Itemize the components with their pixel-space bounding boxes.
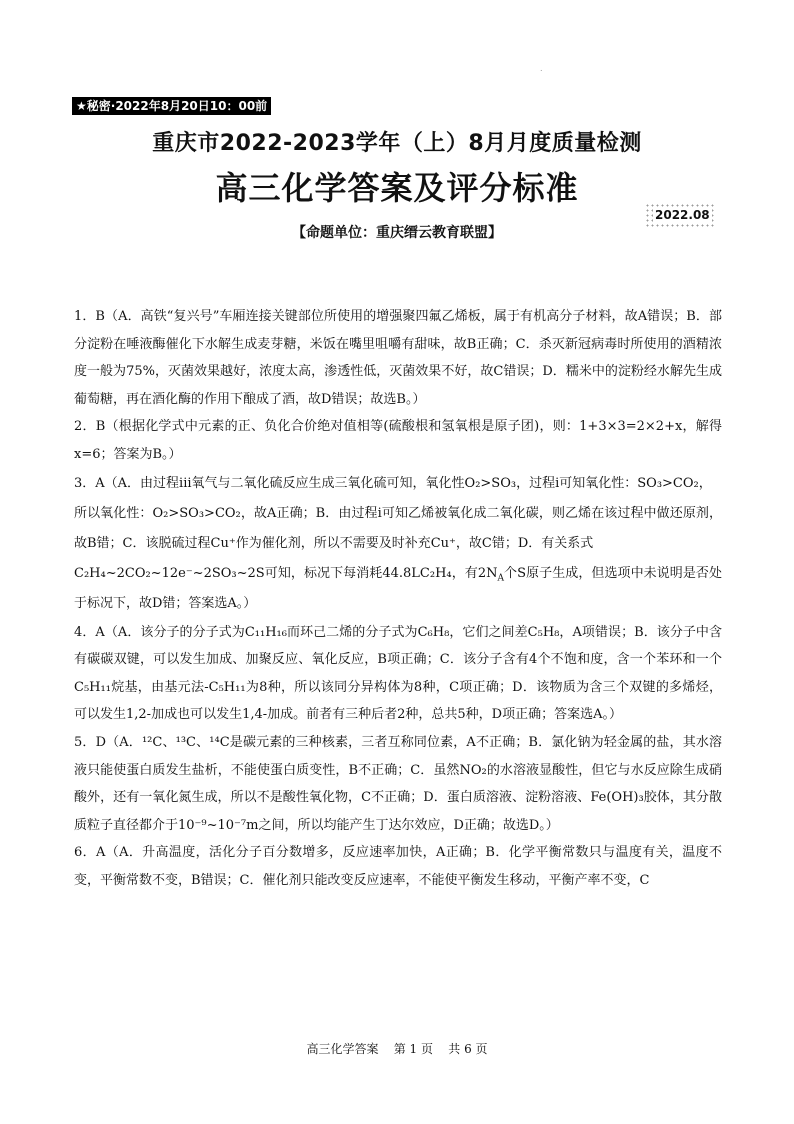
q3-text-3: 所以氧化性：	[74, 505, 153, 521]
q3-text-2: ，过程i可知氧化性：	[516, 475, 638, 491]
q3-text-5: 作为催化剂，所以不需要及时补充	[235, 535, 431, 551]
confidential-label: ★秘密·2022年8月20日10：00前	[72, 97, 271, 115]
exam-title: 重庆市2022-2023学年（上）8月月度质量检测	[152, 131, 642, 156]
q3-text-1: 3．A（A．由过程iii氧气与二氧化硫反应生成三氧化硫可知，氧化性	[74, 475, 465, 491]
q3-formula-relation: C₂H₄~2CO₂~12e⁻~2SO₃~2S	[74, 565, 265, 581]
answer-q5: 5．D（A．¹²C、¹³C、¹⁴C是碳元素的三种核素，三者互称同位素，A不正确；B．氯化钠为轻金属的盐，其水溶液只能使蛋白质发生盐析，不能使蛋白质变性，B不正确；C．虽然NO₂的水溶液显酸性，但它与水反应除生成硝酸外，还有一氧化氮生成，所以不是酸性氧化物，C不正确；D．蛋白质溶液、淀粉溶液、Fe(OH)₃胶体，其分散质粒子直径都介于10⁻⁹~10⁻⁷m之间，所以均能产生丁达尔效应，D正确；故选D。）	[74, 734, 722, 833]
q3-formula-o2-so3: O₂>SO₃	[464, 475, 517, 491]
answer-q3: 3．A（A．由过程iii氧气与二氧化硫反应生成三氧化硫可知，氧化性O₂>SO₃，过程i可知氧化性：SO₃>CO₂， 所以氧化性：O₂>SO₃>CO₂，故A正确；B．由过程i可知乙烯被氧化成二氧化碳，则乙烯在该过程中做还原剂，故B错；C．该脱硫过程Cu⁺作为催化剂，所以不需要及时补充Cu⁺，故C错；D．有关系式 C₂H₄~2CO₂~12e⁻~2SO₃~2S可知，标况下每消耗44.8LC₂H₄，有$2N_A$个S原子生成，但选项中未说明是否处于标况下，故D错；答案选A。）	[74, 475, 722, 611]
q3-text-9: 个S原子生成，但选项中未说明是否处于标况下，故D错；答案选A。）	[74, 565, 722, 611]
q3-na-subscript: A	[497, 573, 504, 584]
authoring-unit: 【命题单位：重庆缙云教育联盟】	[292, 225, 502, 241]
q3-formula-cu: Cu⁺	[210, 535, 236, 551]
q3-formula-cu-2: Cu⁺	[430, 535, 456, 551]
q3-text-7: 可知，标况下每消耗44.8L	[264, 565, 420, 581]
q3-text-6: ，故C错；D．有关系式	[455, 535, 594, 551]
document-title: 高三化学答案及评分标准	[215, 169, 579, 207]
corner-dot: .	[540, 64, 543, 73]
answer-q2: 2．B（根据化学式中元素的正、负化合价绝对值相等(硫酸根和氢氧根是原子团)，则：1+3×3=2×2+x，解得x=6；答案为B。）	[74, 419, 722, 462]
date-badge-text: 2022.08	[655, 208, 710, 222]
q3-text-4: ，故A正确；B．由过程i可知乙烯被氧化成二氧化碳，则乙烯在该过程中做还原剂，故B错；C．该脱硫过程	[74, 505, 722, 551]
page-footer: 高三化学答案 第 1 页 共 6 页	[306, 1042, 488, 1056]
q3-text-8: ，有2N	[451, 565, 498, 581]
q3-formula-so3-co2: SO₃>CO₂	[637, 475, 699, 491]
answer-q6: 6．A（A．升高温度，活化分子百分数增多，反应速率加快，A正确；B．化学平衡常数只与温度有关，温度不变，平衡常数不变，B错误；C．催化剂只能改变反应速率，不能使平衡发生移动，平衡产率不变，C	[74, 845, 722, 888]
answer-content	[74, 303, 722, 895]
q3-formula-chain: O₂>SO₃>CO₂	[152, 505, 241, 521]
q3-formula-c2h4: C₂H₄	[419, 565, 452, 581]
answer-q1: 1．B（A．高铁“复兴号”车厢连接关键部位所使用的增强聚四氟乙烯板，属于有机高分子材料，故A错误；B．部分淀粉在唾液酶催化下水解生成麦芽糖，米饭在嘴里咀嚼有甜味，故B正确；C．杀灭新冠病毒时所使用的酒精浓度一般为75%，灭菌效果越好，浓度太高，渗透性低，灭菌效果不好，故C错误；D．糯米中的淀粉经水解先生成葡萄糖，再在酒化酶的作用下酿成了酒，故D错误；故选B。）	[74, 309, 722, 407]
answer-q4: 4．A（A．该分子的分子式为C₁₁H₁₆而环己二烯的分子式为C₆H₈，它们之间差C₅H₈，A项错误；B．该分子中含有碳碳双键，可以发生加成、加聚反应、氧化反应，B项正确；C．该分子含有4个不饱和度，含一个苯环和一个C₅H₁₁烷基，由基元法-C₅H₁₁为8种，所以该同分异构体为8种，C项正确；D．该物质为含三个双键的多烯烃，可以发生1,2-加成也可以发生1,4-加成。前者有三种后者2种，总共5种，D项正确；答案选A。）	[74, 624, 722, 723]
